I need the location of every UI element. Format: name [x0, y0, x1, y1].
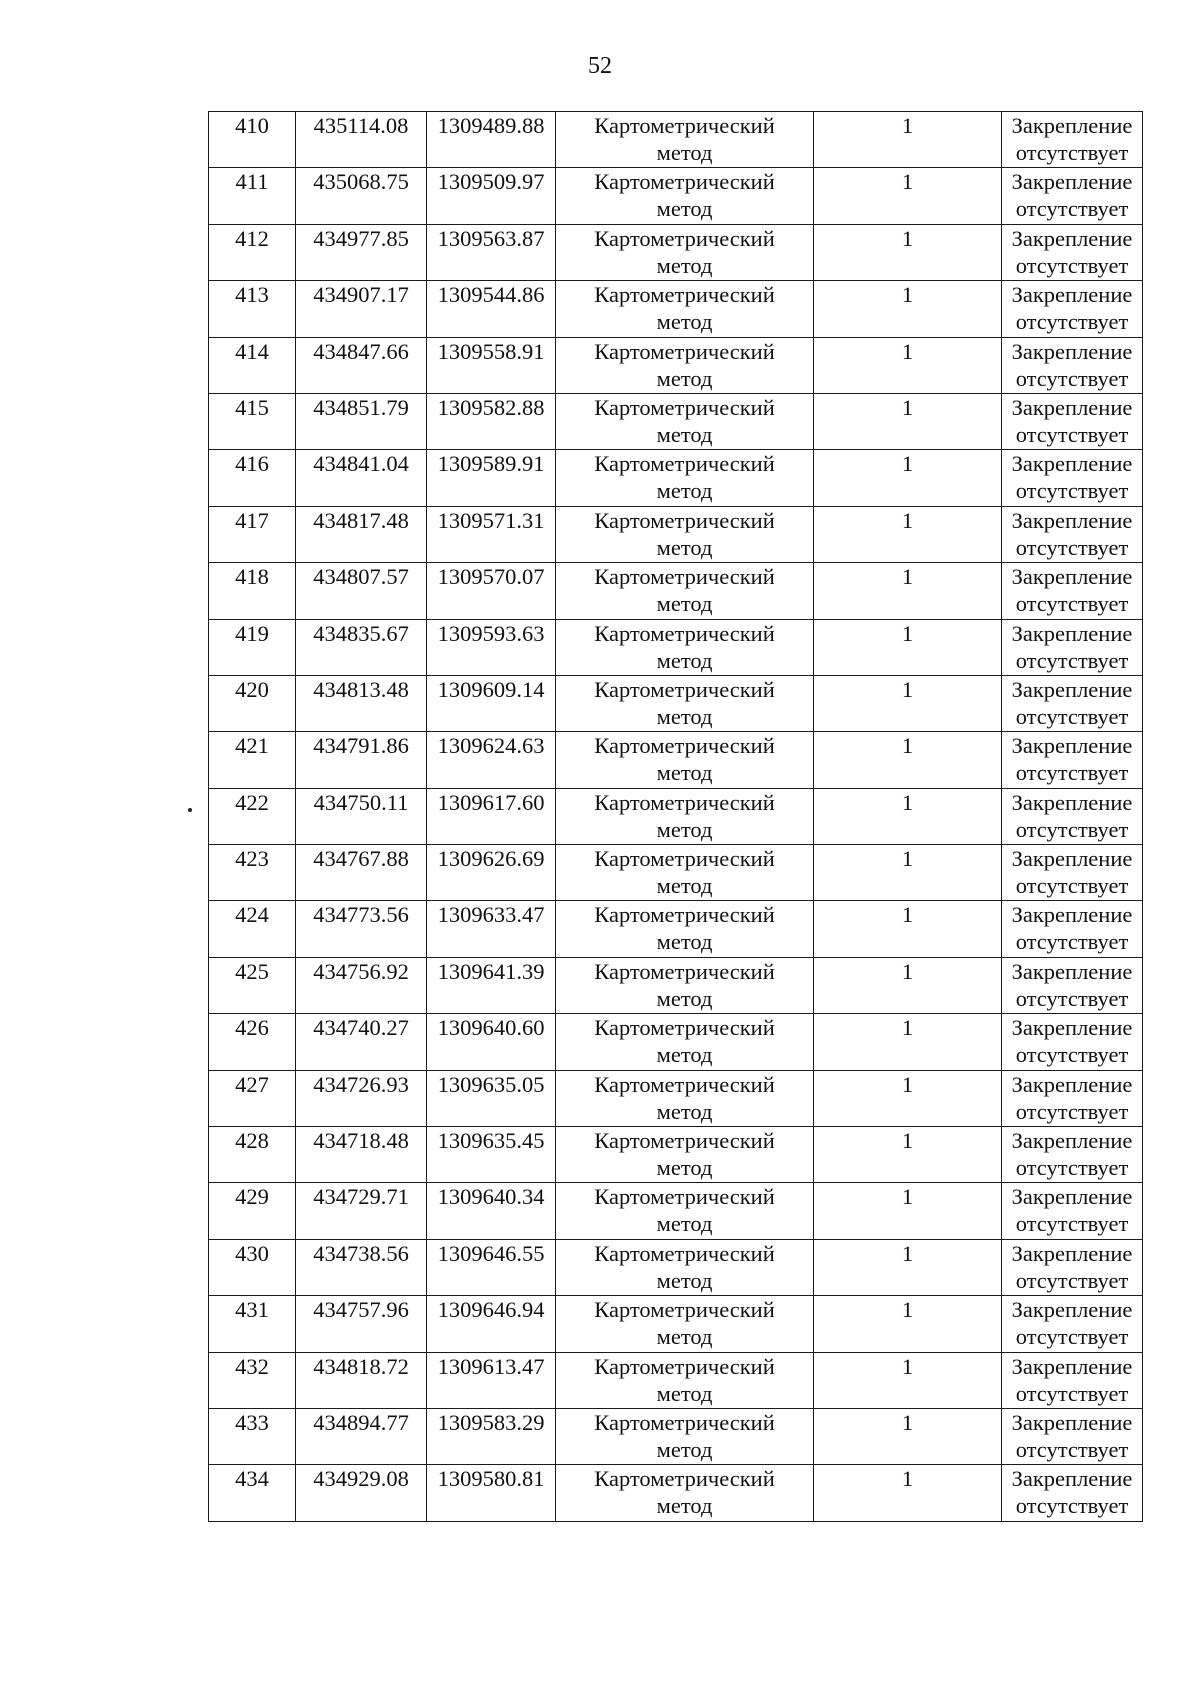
- accuracy-cell: 1: [814, 393, 1002, 449]
- fixation-text-line: отсутствует: [1015, 1155, 1129, 1181]
- point-number-cell: 418: [209, 563, 296, 619]
- method-text-line: Картометрический: [594, 1184, 775, 1210]
- fixation-text-line: отсутствует: [1015, 196, 1129, 222]
- method-text-line: Картометрический: [594, 789, 775, 815]
- fixation-text-line: отсутствует: [1015, 1098, 1129, 1124]
- method-cell: [556, 1408, 814, 1464]
- fixation-text-line: отсутствует: [1015, 873, 1129, 899]
- y-coordinate-cell: 1309635.05: [427, 1070, 556, 1126]
- fixation-cell: [1002, 1183, 1143, 1239]
- fixation-cell: [1002, 112, 1143, 168]
- accuracy-cell: 1: [814, 1070, 1002, 1126]
- method-cell: [556, 619, 814, 675]
- x-coordinate-cell: 434894.77: [296, 1408, 427, 1464]
- fixation-cell: [1002, 337, 1143, 393]
- point-number-cell: 430: [209, 1239, 296, 1295]
- accuracy-cell: 1: [814, 1465, 1002, 1521]
- point-number-cell: 428: [209, 1127, 296, 1183]
- method-cell: [556, 788, 814, 844]
- point-number-cell: 434: [209, 1465, 296, 1521]
- y-coordinate-cell: 1309640.60: [427, 1014, 556, 1070]
- accuracy-cell: 1: [814, 732, 1002, 788]
- method-text-line: метод: [656, 534, 713, 560]
- fixation-text-line: Закрепление: [1011, 958, 1133, 984]
- fixation-text-line: отсутствует: [1015, 647, 1129, 673]
- fixation-cell: [1002, 1465, 1143, 1521]
- method-text-line: Картометрический: [594, 451, 775, 477]
- fixation-text-line: отсутствует: [1015, 140, 1129, 165]
- fixation-cell: [1002, 845, 1143, 901]
- accuracy-cell: 1: [814, 845, 1002, 901]
- method-cell: [556, 168, 814, 224]
- table-row: [209, 1408, 1143, 1464]
- fixation-text-line: Закрепление: [1011, 676, 1133, 702]
- table-row: [209, 901, 1143, 957]
- fixation-cell: [1002, 1127, 1143, 1183]
- fixation-text-line: отсутствует: [1015, 929, 1129, 955]
- table-row: [209, 1070, 1143, 1126]
- fixation-text-line: Закрепление: [1011, 846, 1133, 872]
- point-number-cell: 415: [209, 393, 296, 449]
- y-coordinate-cell: 1309570.07: [427, 563, 556, 619]
- x-coordinate-cell: 434757.96: [296, 1296, 427, 1352]
- y-coordinate-cell: 1309583.29: [427, 1408, 556, 1464]
- page-number: 52: [588, 53, 612, 79]
- x-coordinate-cell: 434818.72: [296, 1352, 427, 1408]
- method-cell: [556, 957, 814, 1013]
- fixation-text-line: отсутствует: [1015, 1267, 1129, 1293]
- fixation-cell: [1002, 450, 1143, 506]
- x-coordinate-cell: 434718.48: [296, 1127, 427, 1183]
- method-cell: [556, 675, 814, 731]
- fixation-text-line: отсутствует: [1015, 985, 1129, 1011]
- method-text-line: Картометрический: [594, 282, 775, 308]
- fixation-text-line: отсутствует: [1015, 1042, 1129, 1068]
- method-text-line: Картометрический: [594, 958, 775, 984]
- fixation-text-line: Закрепление: [1011, 1128, 1133, 1154]
- y-coordinate-cell: 1309626.69: [427, 845, 556, 901]
- accuracy-cell: 1: [814, 224, 1002, 280]
- table-row: [209, 1183, 1143, 1239]
- method-cell: [556, 337, 814, 393]
- accuracy-cell: 1: [814, 1296, 1002, 1352]
- method-text-line: метод: [656, 309, 713, 335]
- coordinates-table: [208, 111, 1143, 1522]
- accuracy-cell: 1: [814, 957, 1002, 1013]
- fixation-text-line: Закрепление: [1011, 1353, 1133, 1379]
- method-cell: [556, 450, 814, 506]
- method-text-line: Картометрический: [594, 902, 775, 928]
- point-number-cell: 427: [209, 1070, 296, 1126]
- point-number-cell: 424: [209, 901, 296, 957]
- x-coordinate-cell: 434851.79: [296, 393, 427, 449]
- x-coordinate-cell: 434813.48: [296, 675, 427, 731]
- fixation-text-line: Закрепление: [1011, 451, 1133, 477]
- method-cell: [556, 1183, 814, 1239]
- x-coordinate-cell: 434841.04: [296, 450, 427, 506]
- method-cell: [556, 224, 814, 280]
- table-row: [209, 224, 1143, 280]
- point-number-cell: 426: [209, 1014, 296, 1070]
- x-coordinate-cell: 435068.75: [296, 168, 427, 224]
- method-text-line: метод: [656, 873, 713, 899]
- table-row: [209, 281, 1143, 337]
- fixation-text-line: отсутствует: [1015, 1324, 1129, 1350]
- table-row: [209, 1127, 1143, 1183]
- fixation-cell: [1002, 393, 1143, 449]
- fixation-cell: [1002, 1070, 1143, 1126]
- fixation-text-line: отсутствует: [1015, 421, 1129, 447]
- y-coordinate-cell: 1309633.47: [427, 901, 556, 957]
- fixation-text-line: Закрепление: [1011, 507, 1133, 533]
- method-text-line: метод: [656, 478, 713, 504]
- x-coordinate-cell: 434977.85: [296, 224, 427, 280]
- y-coordinate-cell: 1309509.97: [427, 168, 556, 224]
- accuracy-cell: 1: [814, 281, 1002, 337]
- method-text-line: метод: [656, 1098, 713, 1124]
- stray-ink-mark: [188, 808, 192, 812]
- fixation-text-line: Закрепление: [1011, 282, 1133, 308]
- y-coordinate-cell: 1309624.63: [427, 732, 556, 788]
- x-coordinate-cell: 434835.67: [296, 619, 427, 675]
- fixation-text-line: Закрепление: [1011, 338, 1133, 364]
- point-number-cell: 413: [209, 281, 296, 337]
- point-number-cell: 422: [209, 788, 296, 844]
- y-coordinate-cell: 1309646.94: [427, 1296, 556, 1352]
- y-coordinate-cell: 1309593.63: [427, 619, 556, 675]
- fixation-text-line: Закрепление: [1011, 169, 1133, 195]
- method-text-line: метод: [656, 1324, 713, 1350]
- accuracy-cell: 1: [814, 1352, 1002, 1408]
- x-coordinate-cell: 434773.56: [296, 901, 427, 957]
- fixation-text-line: отсутствует: [1015, 309, 1129, 335]
- method-text-line: метод: [656, 1267, 713, 1293]
- accuracy-cell: 1: [814, 901, 1002, 957]
- y-coordinate-cell: 1309563.87: [427, 224, 556, 280]
- table-row: [209, 450, 1143, 506]
- table-row: [209, 619, 1143, 675]
- table-row: [209, 337, 1143, 393]
- fixation-cell: [1002, 281, 1143, 337]
- fixation-cell: [1002, 224, 1143, 280]
- y-coordinate-cell: 1309613.47: [427, 1352, 556, 1408]
- fixation-text-line: отсутствует: [1015, 1436, 1129, 1462]
- method-text-line: Картометрический: [594, 676, 775, 702]
- method-text-line: метод: [656, 816, 713, 842]
- table-row: [209, 168, 1143, 224]
- method-cell: [556, 563, 814, 619]
- accuracy-cell: 1: [814, 788, 1002, 844]
- table-row: [209, 1465, 1143, 1521]
- x-coordinate-cell: 434726.93: [296, 1070, 427, 1126]
- fixation-text-line: отсутствует: [1015, 591, 1129, 617]
- y-coordinate-cell: 1309635.45: [427, 1127, 556, 1183]
- method-text-line: метод: [656, 1155, 713, 1181]
- fixation-text-line: Закрепление: [1011, 1240, 1133, 1266]
- table-row: [209, 1014, 1143, 1070]
- accuracy-cell: 1: [814, 1408, 1002, 1464]
- point-number-cell: 433: [209, 1408, 296, 1464]
- y-coordinate-cell: 1309544.86: [427, 281, 556, 337]
- y-coordinate-cell: 1309646.55: [427, 1239, 556, 1295]
- method-cell: [556, 1127, 814, 1183]
- accuracy-cell: 1: [814, 168, 1002, 224]
- method-text-line: Картометрический: [594, 113, 775, 138]
- fixation-text-line: Закрепление: [1011, 789, 1133, 815]
- method-cell: [556, 506, 814, 562]
- table-row: [209, 732, 1143, 788]
- fixation-cell: [1002, 675, 1143, 731]
- method-cell: [556, 901, 814, 957]
- y-coordinate-cell: 1309589.91: [427, 450, 556, 506]
- point-number-cell: 425: [209, 957, 296, 1013]
- accuracy-cell: 1: [814, 112, 1002, 168]
- method-text-line: метод: [656, 1493, 713, 1519]
- method-text-line: Картометрический: [594, 1466, 775, 1492]
- fixation-cell: [1002, 506, 1143, 562]
- y-coordinate-cell: 1309640.34: [427, 1183, 556, 1239]
- method-text-line: метод: [656, 703, 713, 729]
- method-text-line: метод: [656, 140, 713, 165]
- method-cell: [556, 1239, 814, 1295]
- point-number-cell: 411: [209, 168, 296, 224]
- accuracy-cell: 1: [814, 619, 1002, 675]
- point-number-cell: 420: [209, 675, 296, 731]
- method-text-line: метод: [656, 929, 713, 955]
- y-coordinate-cell: 1309609.14: [427, 675, 556, 731]
- fixation-text-line: Закрепление: [1011, 1297, 1133, 1323]
- fixation-cell: [1002, 619, 1143, 675]
- point-number-cell: 414: [209, 337, 296, 393]
- method-cell: [556, 393, 814, 449]
- table-row: [209, 675, 1143, 731]
- method-text-line: метод: [656, 1436, 713, 1462]
- table-row: [209, 506, 1143, 562]
- method-text-line: метод: [656, 421, 713, 447]
- fixation-text-line: Закрепление: [1011, 225, 1133, 251]
- method-text-line: метод: [656, 647, 713, 673]
- method-cell: [556, 1296, 814, 1352]
- method-text-line: Картометрический: [594, 1015, 775, 1041]
- x-coordinate-cell: 434807.57: [296, 563, 427, 619]
- y-coordinate-cell: 1309558.91: [427, 337, 556, 393]
- accuracy-cell: 1: [814, 1239, 1002, 1295]
- y-coordinate-cell: 1309489.88: [427, 112, 556, 168]
- method-text-line: Картометрический: [594, 846, 775, 872]
- point-number-cell: 417: [209, 506, 296, 562]
- method-text-line: метод: [656, 760, 713, 786]
- point-number-cell: 412: [209, 224, 296, 280]
- x-coordinate-cell: 435114.08: [296, 112, 427, 168]
- x-coordinate-cell: 434817.48: [296, 506, 427, 562]
- x-coordinate-cell: 434907.17: [296, 281, 427, 337]
- method-text-line: Картометрический: [594, 507, 775, 533]
- method-cell: [556, 1014, 814, 1070]
- method-text-line: метод: [656, 196, 713, 222]
- fixation-text-line: отсутствует: [1015, 703, 1129, 729]
- point-number-cell: 432: [209, 1352, 296, 1408]
- fixation-text-line: отсутствует: [1015, 1211, 1129, 1237]
- fixation-cell: [1002, 732, 1143, 788]
- accuracy-cell: 1: [814, 337, 1002, 393]
- coordinates-table-body: [209, 112, 1143, 1522]
- point-number-cell: 431: [209, 1296, 296, 1352]
- method-text-line: метод: [656, 591, 713, 617]
- method-cell: [556, 732, 814, 788]
- fixation-cell: [1002, 1296, 1143, 1352]
- table-row: [209, 112, 1143, 168]
- fixation-text-line: Закрепление: [1011, 1071, 1133, 1097]
- accuracy-cell: 1: [814, 450, 1002, 506]
- y-coordinate-cell: 1309582.88: [427, 393, 556, 449]
- fixation-cell: [1002, 788, 1143, 844]
- table-row: [209, 1239, 1143, 1295]
- fixation-cell: [1002, 1014, 1143, 1070]
- fixation-text-line: отсутствует: [1015, 252, 1129, 278]
- fixation-text-line: отсутствует: [1015, 760, 1129, 786]
- fixation-text-line: отсутствует: [1015, 816, 1129, 842]
- method-text-line: метод: [656, 252, 713, 278]
- x-coordinate-cell: 434767.88: [296, 845, 427, 901]
- x-coordinate-cell: 434740.27: [296, 1014, 427, 1070]
- point-number-cell: 419: [209, 619, 296, 675]
- y-coordinate-cell: 1309580.81: [427, 1465, 556, 1521]
- method-cell: [556, 281, 814, 337]
- method-cell: [556, 112, 814, 168]
- method-text-line: метод: [656, 1042, 713, 1068]
- fixation-text-line: Закрепление: [1011, 1409, 1133, 1435]
- method-text-line: Картометрический: [594, 1071, 775, 1097]
- fixation-text-line: отсутствует: [1015, 1493, 1129, 1519]
- method-text-line: Картометрический: [594, 620, 775, 646]
- x-coordinate-cell: 434738.56: [296, 1239, 427, 1295]
- method-text-line: Картометрический: [594, 733, 775, 759]
- method-text-line: Картометрический: [594, 1128, 775, 1154]
- fixation-cell: [1002, 168, 1143, 224]
- method-cell: [556, 1465, 814, 1521]
- method-text-line: Картометрический: [594, 394, 775, 420]
- fixation-text-line: Закрепление: [1011, 902, 1133, 928]
- point-number-cell: 429: [209, 1183, 296, 1239]
- table-row: [209, 1352, 1143, 1408]
- point-number-cell: 423: [209, 845, 296, 901]
- method-text-line: Картометрический: [594, 1297, 775, 1323]
- x-coordinate-cell: 434750.11: [296, 788, 427, 844]
- method-cell: [556, 845, 814, 901]
- method-text-line: Картометрический: [594, 338, 775, 364]
- method-text-line: Картометрический: [594, 169, 775, 195]
- fixation-cell: [1002, 1239, 1143, 1295]
- accuracy-cell: 1: [814, 506, 1002, 562]
- fixation-cell: [1002, 1408, 1143, 1464]
- table-row: [209, 393, 1143, 449]
- method-cell: [556, 1070, 814, 1126]
- table-row: [209, 845, 1143, 901]
- fixation-text-line: Закрепление: [1011, 1466, 1133, 1492]
- accuracy-cell: 1: [814, 1014, 1002, 1070]
- fixation-cell: [1002, 1352, 1143, 1408]
- y-coordinate-cell: 1309617.60: [427, 788, 556, 844]
- point-number-cell: 416: [209, 450, 296, 506]
- x-coordinate-cell: 434729.71: [296, 1183, 427, 1239]
- y-coordinate-cell: 1309571.31: [427, 506, 556, 562]
- fixation-text-line: отсутствует: [1015, 1380, 1129, 1406]
- x-coordinate-cell: 434929.08: [296, 1465, 427, 1521]
- method-text-line: метод: [656, 365, 713, 391]
- fixation-text-line: отсутствует: [1015, 534, 1129, 560]
- point-number-cell: 410: [209, 112, 296, 168]
- table-row: [209, 957, 1143, 1013]
- method-text-line: метод: [656, 985, 713, 1011]
- x-coordinate-cell: 434756.92: [296, 957, 427, 1013]
- accuracy-cell: 1: [814, 1183, 1002, 1239]
- method-text-line: Картометрический: [594, 225, 775, 251]
- fixation-text-line: Закрепление: [1011, 1184, 1133, 1210]
- method-cell: [556, 1352, 814, 1408]
- accuracy-cell: 1: [814, 675, 1002, 731]
- x-coordinate-cell: 434791.86: [296, 732, 427, 788]
- method-text-line: Картометрический: [594, 1409, 775, 1435]
- table-row: [209, 1296, 1143, 1352]
- method-text-line: метод: [656, 1380, 713, 1406]
- fixation-text-line: Закрепление: [1011, 394, 1133, 420]
- accuracy-cell: 1: [814, 1127, 1002, 1183]
- fixation-text-line: Закрепление: [1011, 733, 1133, 759]
- fixation-cell: [1002, 957, 1143, 1013]
- fixation-text-line: Закрепление: [1011, 564, 1133, 590]
- accuracy-cell: 1: [814, 563, 1002, 619]
- method-text-line: Картометрический: [594, 564, 775, 590]
- fixation-text-line: отсутствует: [1015, 365, 1129, 391]
- y-coordinate-cell: 1309641.39: [427, 957, 556, 1013]
- table-row: [209, 788, 1143, 844]
- method-text-line: метод: [656, 1211, 713, 1237]
- method-text-line: Картометрический: [594, 1240, 775, 1266]
- point-number-cell: 421: [209, 732, 296, 788]
- fixation-cell: [1002, 901, 1143, 957]
- fixation-text-line: отсутствует: [1015, 478, 1129, 504]
- fixation-text-line: Закрепление: [1011, 620, 1133, 646]
- fixation-text-line: Закрепление: [1011, 113, 1133, 138]
- table-row: [209, 563, 1143, 619]
- fixation-text-line: Закрепление: [1011, 1015, 1133, 1041]
- x-coordinate-cell: 434847.66: [296, 337, 427, 393]
- method-text-line: Картометрический: [594, 1353, 775, 1379]
- fixation-cell: [1002, 563, 1143, 619]
